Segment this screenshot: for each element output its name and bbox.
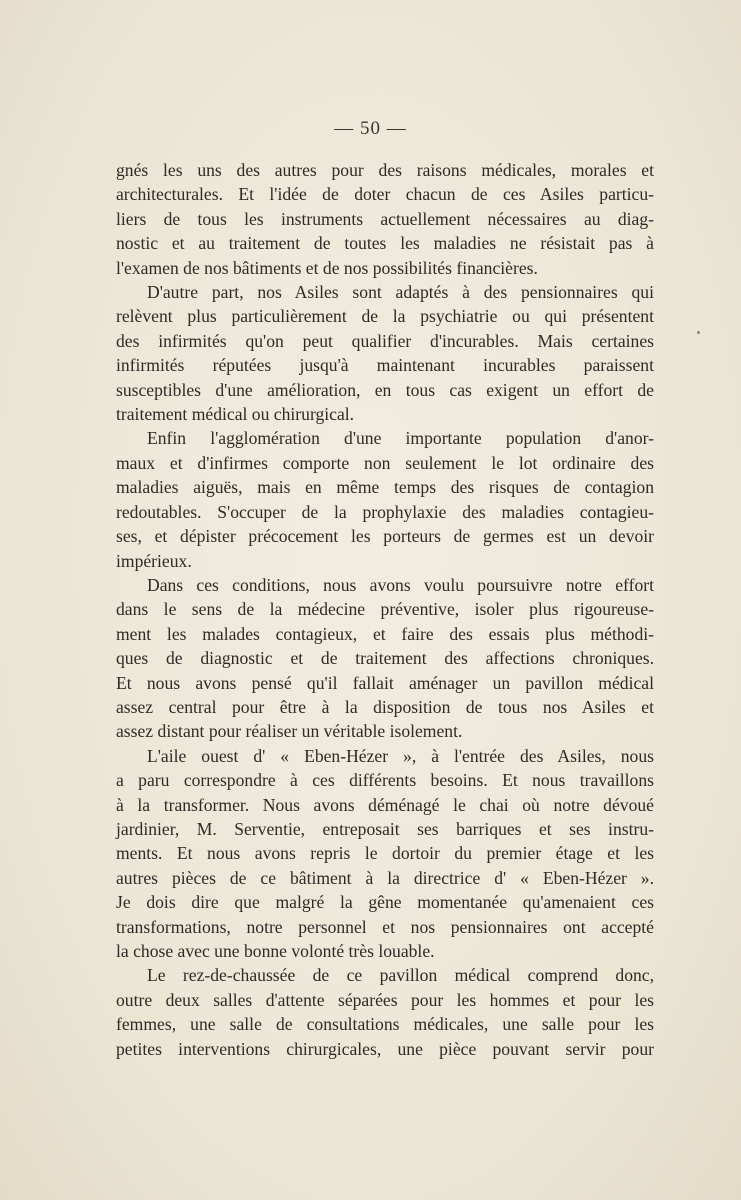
paragraph — [116, 963, 654, 1061]
text-line: assez central pour être à la disposition de tous nos Asiles et — [116, 696, 654, 717]
text-line: D'autre part, nos Asiles sont adaptés à des pensionnaires qui — [147, 282, 654, 303]
paper-speck — [697, 331, 700, 334]
text-line: ments. Et nous avons repris le dortoir du premier étage et les — [116, 843, 654, 864]
text-line: Et nous avons pensé qu'il fallait aménager un pavillon médical — [116, 672, 654, 693]
text-line: autres pièces de ce bâtiment à la directrice d' « Eben-Hézer ». — [116, 867, 654, 888]
text-body — [116, 158, 654, 1061]
paragraph — [116, 426, 654, 572]
text-line: outre deux salles d'attente séparées pour les hommes et pour les — [116, 989, 654, 1010]
text-line: Dans ces conditions, nous avons voulu poursuivre notre effort — [147, 574, 654, 595]
text-line: a paru correspondre à ces différents besoins. Et nous travaillons — [116, 770, 654, 791]
text-line: maux et d'infirmes comporte non seulement le lot ordinaire des — [116, 452, 654, 473]
text-line: jardinier, M. Serventie, entreposait ses barriques et ses instru- — [116, 818, 654, 839]
paragraph — [116, 573, 654, 744]
text-line: ment les malades contagieux, et faire des essais plus méthodi- — [116, 623, 654, 644]
text-line: nostic et au traitement de toutes les maladies ne résistait pas à — [116, 233, 654, 254]
text-line: architecturales. Et l'idée de doter chacun de ces Asiles particu- — [116, 184, 654, 205]
text-line: susceptibles d'une amélioration, en tous cas exigent un effort de — [116, 379, 654, 400]
text-line: des infirmités qu'on peut qualifier d'incurables. Mais certaines — [116, 330, 654, 351]
text-line: liers de tous les instruments actuellement nécessaires au diag- — [116, 208, 654, 229]
paragraph — [116, 158, 654, 280]
text-line: ques de diagnostic et de traitement des affections chroniques. — [116, 648, 654, 669]
text-line: traitement médical ou chirurgical. — [116, 404, 355, 425]
paragraph — [116, 280, 654, 426]
text-line: ses, et dépister précocement les porteurs de germes est un devoir — [116, 526, 654, 547]
text-line: infirmités réputées jusqu'à maintenant incurables paraissent — [116, 355, 654, 376]
paragraph — [116, 744, 654, 964]
text-line: maladies aiguës, mais en même temps des risques de contagion — [116, 477, 654, 498]
text-line: relèvent plus particulièrement de la psychiatrie ou qui présentent — [116, 306, 654, 327]
text-line: L'aile ouest d' « Eben-Hézer », à l'entrée des Asiles, nous — [147, 745, 654, 766]
text-line: femmes, une salle de consultations médicales, une salle pour les — [116, 1014, 654, 1035]
text-line: Le rez-de-chaussée de ce pavillon médical comprend donc, — [147, 965, 654, 986]
text-line: gnés les uns des autres pour des raisons médicales, morales et — [116, 160, 654, 180]
text-line: transformations, notre personnel et nos pensionnaires ont accepté — [116, 916, 654, 937]
text-line: redoutables. S'occuper de la prophylaxie des maladies contagieu- — [116, 501, 654, 522]
text-line: dans le sens de la médecine préventive, isoler plus rigoureuse- — [116, 599, 654, 620]
text-line: petites interventions chirurgicales, une pièce pouvant servir pour — [116, 1038, 654, 1059]
text-line: à la transformer. Nous avons déménagé le chai où notre dévoué — [116, 794, 654, 815]
page-number: — 50 — — [334, 118, 407, 139]
text-line: l'examen de nos bâtiments et de nos possibilités financières. — [116, 257, 538, 278]
text-line: Enfin l'agglomération d'une importante population d'anor- — [147, 428, 654, 449]
text-line: assez distant pour réaliser un véritable isolement. — [116, 721, 463, 742]
text-line: impérieux. — [116, 550, 192, 571]
text-line: la chose avec une bonne volonté très louable. — [116, 941, 435, 961]
text-line: Je dois dire que malgré la gêne momentanée qu'amenaient ces — [116, 892, 654, 913]
